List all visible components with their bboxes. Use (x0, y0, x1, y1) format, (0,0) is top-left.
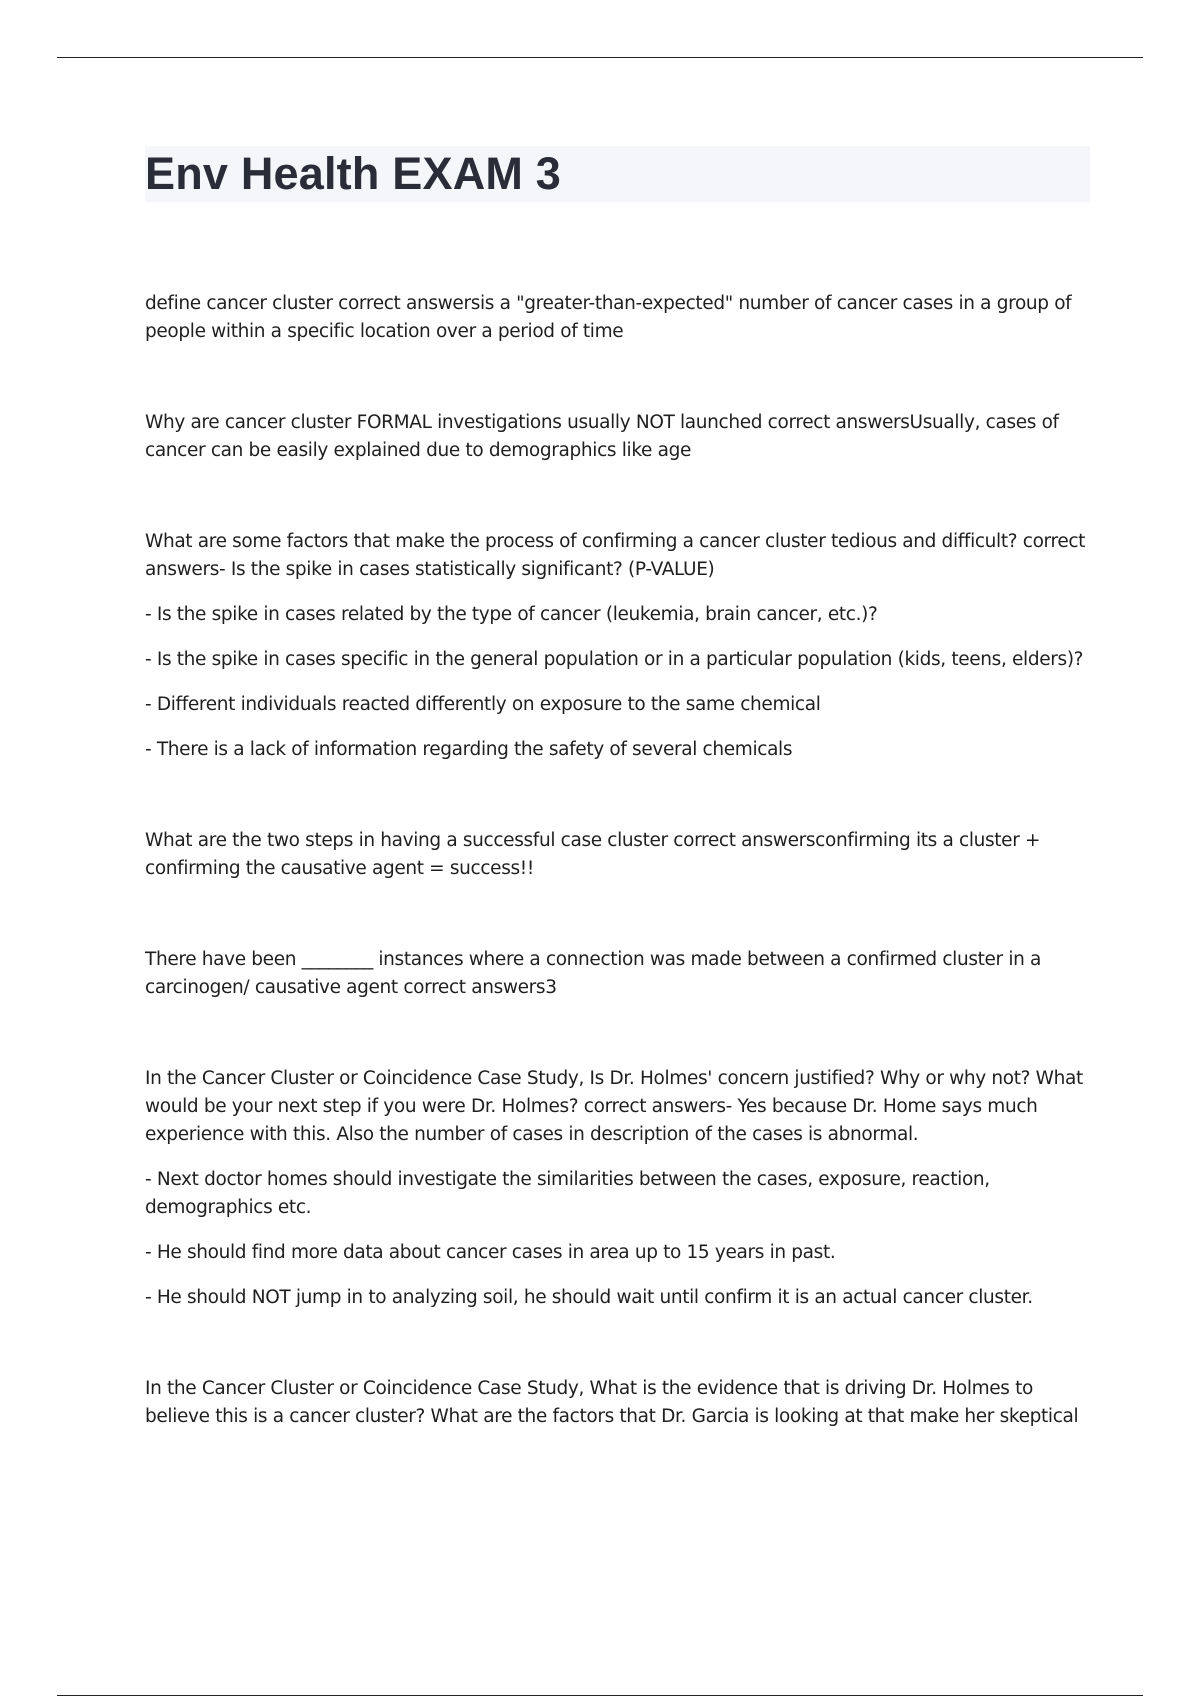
document-body (145, 290, 1095, 1494)
qa-item-formal-investigations (145, 409, 1095, 465)
qa-bullet: - There is a lack of information regarding the safety of several chemicals (145, 739, 793, 760)
qa-item-holmes-concern (145, 1065, 1095, 1312)
qa-paragraph: What are some factors that make the process of confirming a cancer cluster tedious and difficult? correct answers- Is the spike in cases statistically significant? (P-VALUE) (145, 531, 1086, 580)
qa-paragraph: There have been ________ instances where a connection was made between a confirmed cluster in a carcinogen/ causative agent correct answers3 (145, 949, 1042, 998)
qa-item-holmes-evidence (145, 1375, 1095, 1431)
page-bottom-rule (57, 1695, 1143, 1696)
qa-item-two-steps (145, 827, 1095, 883)
qa-item-define-cancer-cluster (145, 290, 1095, 346)
qa-paragraph: define cancer cluster correct answersis a "greater-than-expected" number of cancer cases in a group of people within a specific location over a period of time (145, 293, 1072, 342)
qa-bullet: - Is the spike in cases related by the type of cancer (leukemia, brain cancer, etc.)? (145, 604, 878, 625)
qa-item-instances (145, 946, 1095, 1002)
qa-bullet: - Is the spike in cases specific in the general population or in a particular population (kids, teens, elders)? (145, 649, 1084, 670)
page-top-rule (57, 57, 1143, 58)
qa-bullet: - Different individuals reacted differently on exposure to the same chemical (145, 694, 821, 715)
qa-paragraph: What are the two steps in having a successful case cluster correct answersconfirming its a cluster + confirming the causative agent = success!! (145, 830, 1041, 879)
qa-item-confirming-factors (145, 528, 1095, 764)
qa-paragraph: In the Cancer Cluster or Coincidence Case Study, What is the evidence that is driving Dr. Holmes to believe this is a cancer cluster? What are the factors that Dr. Garcia is looking at that make her skeptical (145, 1378, 1079, 1427)
qa-bullet: - He should NOT jump in to analyzing soil, he should wait until confirm it is an actual cancer cluster. (145, 1287, 1033, 1308)
qa-bullet: - He should find more data about cancer cases in area up to 15 years in past. (145, 1242, 836, 1263)
qa-paragraph: Why are cancer cluster FORMAL investigations usually NOT launched correct answersUsually, cases of cancer can be easily explained due to demographics like age (145, 412, 1059, 461)
qa-paragraph: In the Cancer Cluster or Coincidence Case Study, Is Dr. Holmes' concern justified? Why or why not? What would be your next step if you were Dr. Holmes? correct answers- Yes because Dr. Home says much experience with this. Also the number of cases in description of the cases is abnormal. (145, 1068, 1083, 1145)
qa-bullet: - Next doctor homes should investigate the similarities between the cases, exposure, reaction, demographics etc. (145, 1169, 990, 1218)
document-title: Env Health EXAM 3 (145, 148, 562, 199)
